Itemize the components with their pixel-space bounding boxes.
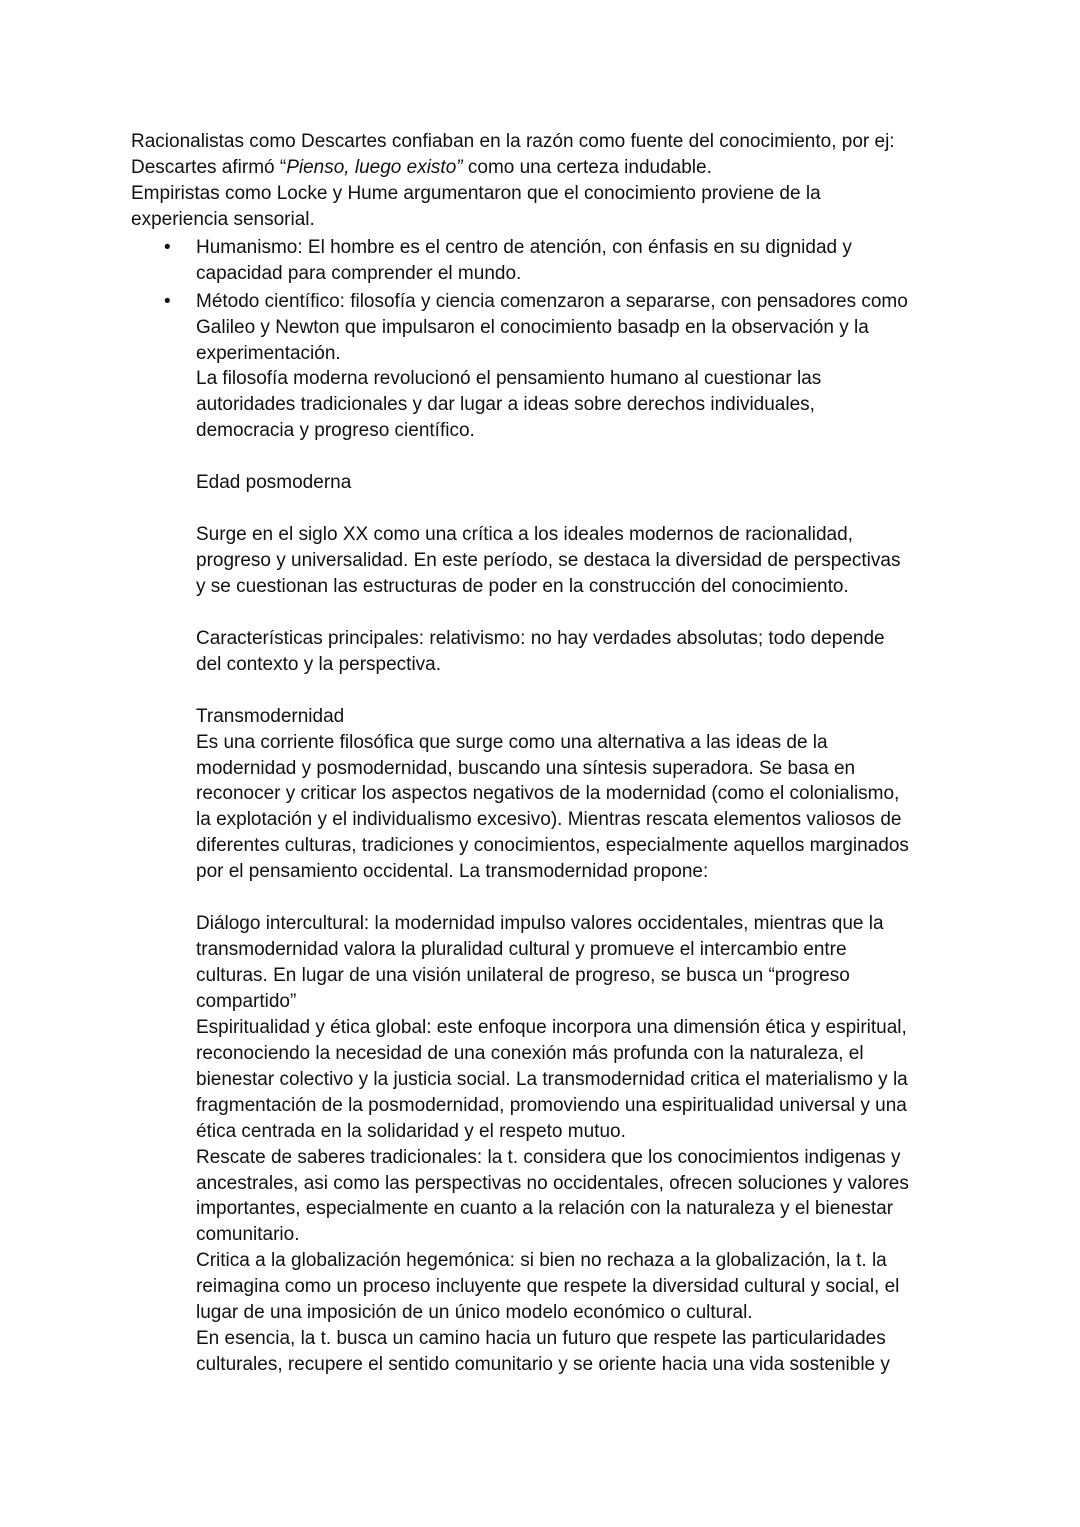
text-line <box>0 155 1080 181</box>
text-line: experimentación. <box>196 342 341 364</box>
text-line: y se cuestionan las estructuras de poder en la construcción del conocimiento. <box>196 575 849 597</box>
text-line: Características principales: relativismo: no hay verdades absolutas; todo depende <box>196 627 885 649</box>
text-line: experiencia sensorial. <box>131 208 315 230</box>
text-line: Rescate de saberes tradicionales: la t. considera que los conocimientos indigenas y <box>196 1146 901 1168</box>
text-line: democracia y progreso científico. <box>196 420 475 442</box>
text-line: reconocer y criticar los aspectos negativos de la modernidad (como el colonialismo, <box>196 783 900 805</box>
paragraph <box>0 626 1080 678</box>
text-line: modernidad y posmodernidad, buscando una síntesis superadora. Se basa en <box>196 757 856 779</box>
text-line: culturas. En lugar de una visión unilateral de progreso, se busca un “progreso <box>196 965 850 986</box>
text-line: Espiritualidad y ética global: este enfoque incorpora una dimensión ética y espiritual, <box>196 1016 907 1038</box>
text-span: Descartes afirmó “ <box>131 156 287 178</box>
text-line: Método científico: filosofía y ciencia comenzaron a separarse, con pensadores como <box>196 290 908 312</box>
text-line: Critica a la globalización hegemónica: si bien no rechaza a la globalización, la t. la <box>196 1250 887 1272</box>
text-line: del contexto y la perspectiva. <box>196 653 442 675</box>
text-line: transmodernidad valora la pluralidad cultural y promueve el intercambio entre <box>196 939 847 961</box>
bullet-icon: • <box>164 236 171 258</box>
paragraph <box>0 911 1080 1378</box>
text-line: autoridades tradicionales y dar lugar a ideas sobre derechos individuales, <box>196 394 815 416</box>
section-heading: Transmodernidad <box>196 705 345 727</box>
text-line: reconociendo la necesidad de una conexión más profunda con la naturaleza, el <box>196 1042 864 1064</box>
text-line: Es una corriente filosófica que surge como una alternativa a las ideas de la <box>196 731 828 753</box>
text-line: Diálogo intercultural: la modernidad impulso valores occidentales, mientras que la <box>196 913 884 935</box>
text-line: Surge en el siglo XX como una crítica a los ideales modernos de racionalidad, <box>196 524 853 546</box>
text-line: importantes, especialmente en cuanto a la relación con la naturaleza y el bienestar <box>196 1198 894 1220</box>
text-line: Galileo y Newton que impulsaron el conocimiento basadp en la observación y la <box>196 316 869 338</box>
text-line: fragmentación de la posmodernidad, promoviendo una espiritualidad universal y una <box>196 1094 907 1116</box>
text-span: como una certeza indudable. <box>462 156 712 178</box>
text-line: por el pensamiento occidental. La transmodernidad propone: <box>196 861 709 883</box>
document-page <box>0 129 1080 1378</box>
text-line: capacidad para comprender el mundo. <box>196 262 522 284</box>
text-line: En esencia, la t. busca un camino hacia un futuro que respete las particularidades <box>196 1328 886 1350</box>
text-line: lugar de una imposición de un único modelo económico o cultural. <box>196 1302 753 1324</box>
text-line: ética centrada en la solidaridad y el respeto mutuo. <box>196 1120 626 1142</box>
text-line: compartido” <box>196 990 297 1012</box>
paragraph <box>0 730 1080 886</box>
text-line: comunitario. <box>196 1224 300 1246</box>
text-line: reimagina como un proceso incluyente que respete la diversidad cultural y social, el <box>196 1276 900 1298</box>
text-line: Humanismo: El hombre es el centro de atención, con énfasis en su dignidad y <box>196 236 852 258</box>
list-item <box>0 289 1080 445</box>
bullet-icon: • <box>164 290 171 312</box>
paragraph <box>0 522 1080 600</box>
text-line: culturales, recupere el sentido comunitario y se oriente hacia una vida sostenible y <box>196 1354 890 1376</box>
section-heading: Edad posmoderna <box>196 472 352 494</box>
text-line: bienestar colectivo y la justicia social. La transmodernidad critica el materialismo y la <box>196 1068 908 1090</box>
text-line: La filosofía moderna revolucionó el pensamiento humano al cuestionar las <box>196 368 822 390</box>
text-line: Empiristas como Locke y Hume argumentaron que el conocimiento proviene de la <box>131 182 821 204</box>
text-line: progreso y universalidad. En este período, se destaca la diversidad de perspectivas <box>196 550 901 571</box>
list-item <box>0 235 1080 287</box>
text-line: Racionalistas como Descartes confiaban en la razón como fuente del conocimiento, por ej: <box>131 131 895 152</box>
italic-quote: Pienso, luego existo” <box>286 156 463 178</box>
bullet-list <box>0 235 1080 445</box>
text-line: diferentes culturas, tradiciones y conocimientos, especialmente aquellos marginados <box>196 835 909 857</box>
text-line: la explotación y el individualismo excesivo). Mientras rescata elementos valiosos de <box>196 809 902 831</box>
text-line: ancestrales, asi como las perspectivas no occidentales, ofrecen soluciones y valores <box>196 1172 909 1194</box>
